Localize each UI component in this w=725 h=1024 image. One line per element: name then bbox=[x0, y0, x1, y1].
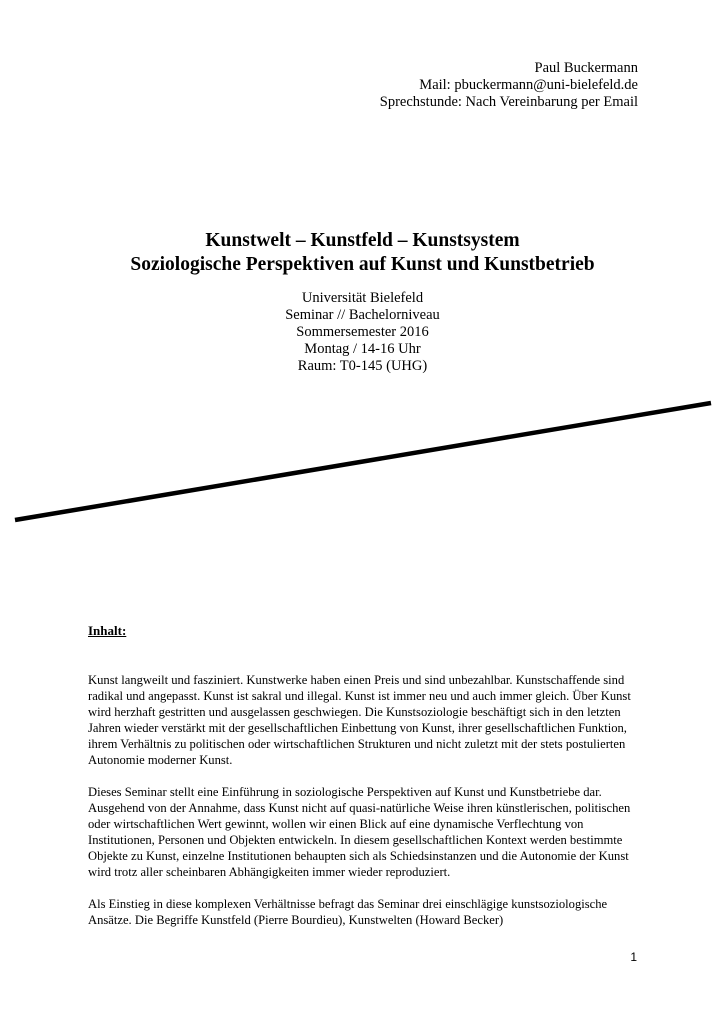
author-header bbox=[78, 60, 638, 111]
page-number: 1 bbox=[630, 950, 637, 964]
title-line-1: Kunstwelt – Kunstfeld – Kunstsystem bbox=[205, 230, 520, 251]
paragraph: Als Einstieg in diese komplexen Verhältnisse befragt das Seminar drei einschlägige kunstsoziologische Ansätze. Die Begriffe Kunstfeld (Pierre Bourdieu), Kunstwelten (Howard Becker) bbox=[88, 897, 608, 927]
title-line-2: Soziologische Perspektiven auf Kunst und Kunstbetrieb bbox=[130, 254, 595, 275]
author-name: Paul Buckermann bbox=[534, 60, 638, 76]
semester: Sommersemester 2016 bbox=[296, 324, 429, 340]
paragraph: Dieses Seminar stellt eine Einführung in soziologische Perspektiven auf Kunst und Kunstbetriebe dar. Ausgehend von der Annahme, dass Kunst nicht auf quasi-natürliche Weise ihren künstlerischen, politischen oder wirtschaftlichen Wert gewinnt, wollen wir einen Blick auf eine dynamische Verflechtung von Institutionen, Personen und Objekten entwickeln. In diesem gesellschaftlichen Kontext werden bestimmte Objekte zu Kunst, einzelne Institutionen behaupten sich als Schiedsinstanzen und die Autonomie der Kunst wird trotz aller scheinbaren Abhängigkeiten immer wieder reproduziert. bbox=[88, 785, 631, 879]
office-hours: Sprechstunde: Nach Vereinbarung per Email bbox=[379, 94, 638, 110]
author-email: Mail: pbuckermann@uni-bielefeld.de bbox=[419, 77, 638, 93]
body-text bbox=[88, 672, 644, 944]
document-title bbox=[40, 229, 685, 277]
course-info bbox=[40, 290, 685, 375]
paragraph: Kunst langweilt und fasziniert. Kunstwerke haben einen Preis und sind unbezahlbar. Kunstschaffende sind radikal und angepasst. Kunst ist sakral und illegal. Kunst ist immer neu und auch immer gleich. Über Kunst wird herzhaft gestritten und ausgelassen geschwiegen. Die Kunstsoziologie beschäftigt sich in den letzten Jahren wieder verstärkt mit der gesellschaftlichen Einbettung von Kunst, ihrer gesellschaftlichen Funktion, ihrem Verhältnis zu politischen oder wirtschaftlichen Strukturen und nicht zuletzt mit der stets postulierten Autonomie moderner Kunst. bbox=[88, 673, 631, 767]
university: Universität Bielefeld bbox=[301, 290, 424, 306]
section-heading: Inhalt: bbox=[88, 623, 127, 638]
course-room: Raum: T0-145 (UHG) bbox=[297, 358, 428, 374]
course-time: Montag / 14-16 Uhr bbox=[304, 341, 421, 357]
course-level: Seminar // Bachelorniveau bbox=[285, 307, 440, 323]
